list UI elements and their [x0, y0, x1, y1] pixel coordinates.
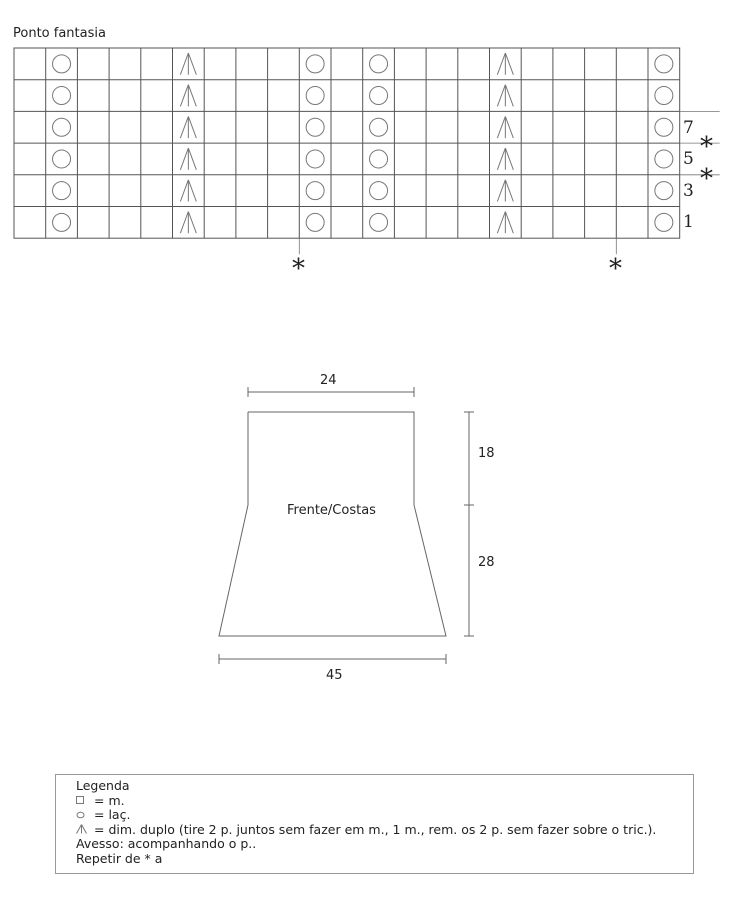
row-number-5: 5 — [683, 149, 694, 169]
legend-title: Legenda — [76, 778, 130, 793]
repeat-marker-col-end: * — [609, 254, 622, 284]
legend-box — [55, 774, 694, 874]
row-number-1: 1 — [683, 212, 694, 232]
square-icon — [76, 794, 94, 809]
legend-avesso: Avesso: acompanhando o p.. — [76, 836, 257, 851]
piece-label: Frente/Costas — [287, 503, 376, 518]
chart-title: Ponto fantasia — [13, 26, 106, 41]
row-number-7: 7 — [683, 118, 694, 138]
bottom-width-label: 45 — [326, 668, 343, 683]
lower-height-label: 28 — [478, 555, 495, 570]
legend-item-double-decrease-text: = dim. duplo (tire 2 p. juntos sem fazer em m., 1 m., rem. os 2 p. sem fazer sobre o tric.). — [94, 821, 657, 837]
legend-repeat: Repetir de * a — [76, 850, 163, 866]
piece-outline — [219, 412, 446, 636]
row-number-3: 3 — [683, 181, 694, 201]
repeat-marker-row-top: * — [700, 132, 713, 162]
top-width-dimension-line — [248, 387, 414, 397]
repeat-marker-col-start: * — [292, 254, 305, 284]
bottom-width-dimension-line — [219, 654, 446, 664]
repeat-marker-row-bottom: * — [700, 164, 713, 194]
legend-item-double-decrease — [76, 823, 656, 838]
upper-height-label: 18 — [478, 446, 495, 461]
legend-item-knit-text: = m. — [94, 792, 125, 808]
height-dimension-line — [464, 412, 474, 636]
legend-item-yarnover — [76, 808, 656, 823]
legend-item-yarnover-text: = laç. — [94, 807, 131, 822]
top-width-label: 24 — [320, 373, 337, 388]
circle-icon — [76, 808, 94, 823]
double-decrease-icon — [76, 823, 94, 838]
legend-item-knit — [76, 794, 656, 809]
